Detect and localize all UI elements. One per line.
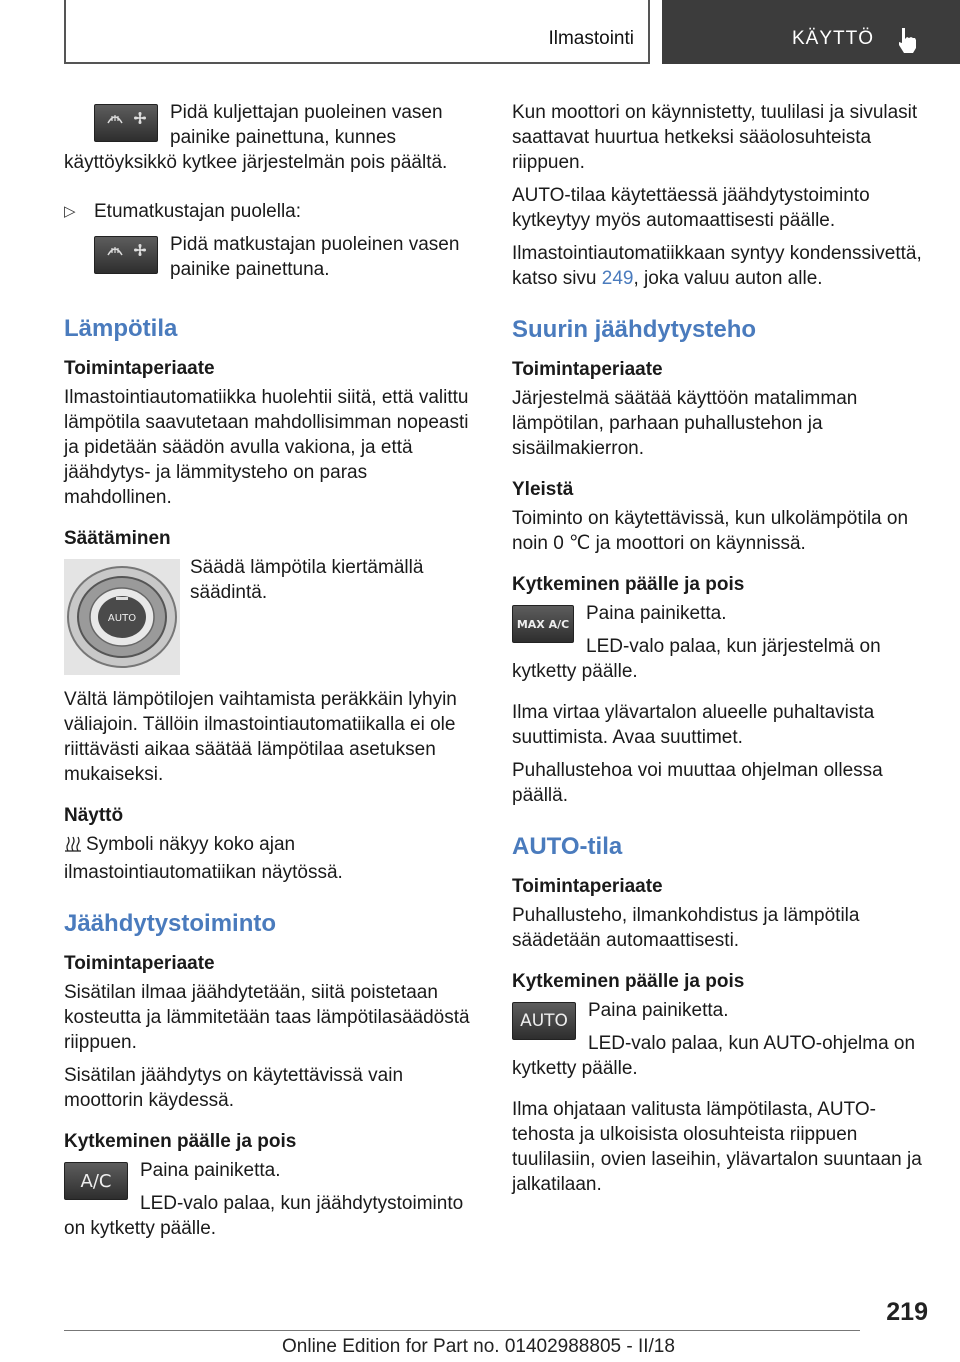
air-flow-text: Ilma virtaa ylävartalon alueelle puhaltavista suuttimista. Avaa suuttimet. (512, 702, 875, 748)
display-text: Symboli näkyy koko ajan ilmastointiautomatiikan näytössä. (64, 834, 343, 883)
header-section-box (64, 0, 650, 64)
max-ac-block (512, 601, 928, 684)
cool-principle-2: Sisätilan jäähdytys on käytettävissä vain moottorin käydessä. (64, 1065, 404, 1111)
ac-button-image: A/C (64, 1162, 128, 1200)
defrost-driver-block (64, 100, 476, 183)
footer-divider (64, 1330, 860, 1331)
heading-temperature: Lämpötila (64, 315, 178, 342)
page-link-249[interactable]: 249 (601, 268, 634, 289)
hold-driver-text: Pidä kuljettajan puoleinen vasen painike painettuna, kunnes käyttöyksikkö kytkee järjestelmän pois päältä. (64, 102, 448, 173)
press-2: Paina painiketta. (586, 603, 727, 624)
heading-principle-2: Toimintaperiaate (64, 953, 215, 974)
auto-button-image: AUTO (512, 1002, 576, 1040)
press-1: Paina painiketta. (140, 1160, 281, 1181)
avoid-text: Vältä lämpötilojen vaihtamista peräkkäin lyhyin väliajoin. Tällöin ilmastointiautomatiikalla ei ole riittävästi aikaa säätää lämpötilaa asetuksen mukaiseksi. (64, 689, 457, 785)
fan-icon (133, 111, 147, 136)
adjust-text: Säädä lämpötila kiertämällä säädintä. (190, 557, 424, 603)
display-paragraph (64, 832, 476, 885)
condensation-text (512, 241, 928, 291)
auto-principle-text: Puhallusteho, ilmankohdistus ja lämpötila säädetään automaattisesti. (512, 905, 860, 951)
defrost-button-image-2 (94, 236, 158, 274)
heading-principle-3: Toimintaperiaate (512, 359, 663, 380)
heading-onoff-3: Kytkeminen päälle ja pois (512, 971, 745, 992)
heat-symbol-icon (64, 835, 82, 860)
auto-block (512, 998, 928, 1081)
defrost-icon (106, 111, 124, 136)
heading-max-cooling: Suurin jäähdytysteho (512, 316, 757, 343)
header-chapter-title: KÄYTTÖ (792, 28, 875, 49)
auto-air-text: Ilma ohjataan valitusta lämpötilasta, AUTO-tehosta ja ulkoisista olosuhteista riippuen tuulilasiin, ovien laseihin, ylävartalon suuntaan ja jalkatilaan. (512, 1099, 922, 1195)
max-principle-text: Järjestelmä säätää käyttöön matalimman lämpötilan, parhaan puhallustehon ja sisäilmakierron. (512, 388, 858, 459)
led-3: LED-valo palaa, kun AUTO-ohjelma on kytketty päälle. (512, 1033, 916, 1079)
led-2: LED-valo palaa, kun järjestelmä on kytketty päälle. (512, 636, 881, 682)
heading-adjust: Säätäminen (64, 528, 171, 549)
heading-cooling: Jäähdytystoiminto (64, 910, 277, 937)
page-number: 219 (886, 1298, 928, 1326)
knob-auto-label: AUTO (107, 613, 137, 624)
fan-change-text: Puhallustehoa voi muuttaa ohjelman ollessa päällä. (512, 760, 883, 806)
defrost-button-image (94, 104, 158, 142)
heading-general: Yleistä (512, 479, 574, 500)
heading-display: Näyttö (64, 805, 124, 826)
footer-edition: Online Edition for Part no. 01402988805 - II/18 (282, 1336, 675, 1357)
heading-onoff-2: Kytkeminen päälle ja pois (512, 574, 745, 595)
hold-passenger-text: Pidä matkustajan puoleinen vasen painike painettuna. (170, 234, 460, 280)
pointing-hand-icon (896, 26, 922, 54)
cool-principle-1: Sisätilan ilmaa jäähdytetään, siitä poistetaan kosteutta ja lämmitetään taas lämpötilasäädöstä riippuen. (64, 982, 470, 1053)
heading-auto-mode: AUTO-tila (512, 833, 623, 860)
heading-principle-4: Toimintaperiaate (512, 876, 663, 897)
max-ac-button-image: MAX A/C (512, 605, 574, 643)
left-column (64, 100, 476, 1249)
heading-principle-1: Toimintaperiaate (64, 358, 215, 379)
bullet-passenger-text: Etumatkustajan puolella: (94, 201, 302, 222)
auto-cool-text: AUTO-tilaa käytettäessä jäähdytystoiminto kytkeytyy myös automaattisesti päälle. (512, 185, 870, 231)
condensation-post: , joka valuu auton alle. (633, 268, 823, 289)
triangle-bullet-icon: ▷ (64, 203, 76, 220)
defrost-icon (106, 243, 124, 268)
ac-block (64, 1158, 476, 1241)
condensation-pre: Ilmastointiautomatiikkaan syntyy kondenssivettä, katso sivu (512, 243, 922, 289)
press-3: Paina painiketta. (588, 1000, 729, 1021)
general-text: Toiminto on käytettävissä, kun ulkolämpötila on noin 0 ℃ ja moottori on käynnissä. (512, 508, 909, 554)
temp-principle-text: Ilmastointiautomatiikka huolehtii siitä, että valittu lämpötila saavutetaan mahdollisimman nopeasti ja pidetään säädön avulla vakiona, ja että jäähdytys- ja lämmitysteho on paras mahdollinen. (64, 387, 469, 508)
header-section-title: Ilmastointi (548, 28, 634, 49)
right-column (512, 100, 928, 1205)
heading-onoff-1: Kytkeminen päälle ja pois (64, 1131, 297, 1152)
engine-text: Kun moottori on käynnistetty, tuulilasi ja sivulasit saattavat huurtua hetkeksi sääolosuhteista riippuen. (512, 102, 918, 173)
bullet-passenger (64, 199, 476, 290)
led-1: LED-valo palaa, kun jäähdytystoiminto on kytketty päälle. (64, 1193, 464, 1239)
temperature-knob-image (64, 559, 180, 675)
fan-icon (133, 243, 147, 268)
adjust-block (64, 555, 476, 687)
